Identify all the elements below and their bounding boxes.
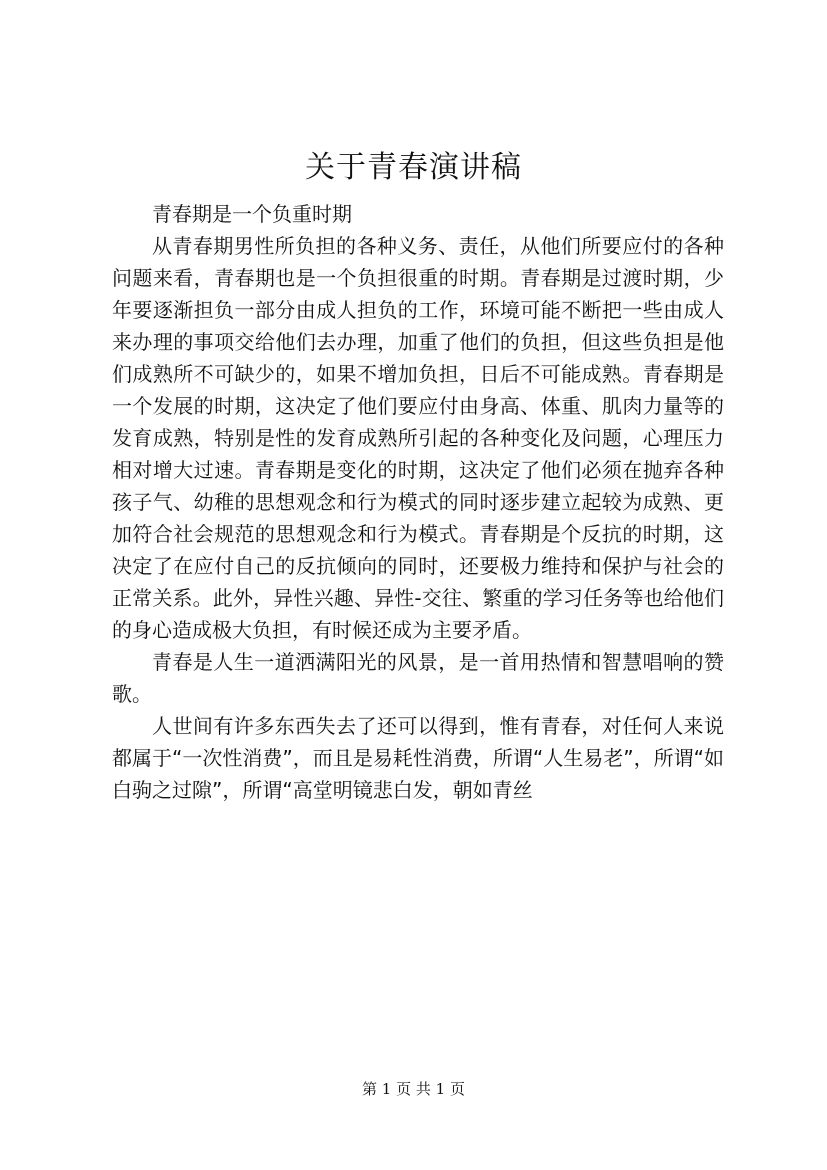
document-title: 关于青春演讲稿 <box>305 150 522 185</box>
paragraph: 青春是人生一道洒满阳光的风景，是一首用热情和智慧唱响的赞歌。 <box>112 650 724 706</box>
paragraph: 人世间有许多东西失去了还可以得到，惟有青春，对任何人来说都属于“一次性消费”，而且是易耗性消费，所谓“人生易老”，所谓“如白驹之过隙”，所谓“高堂明镜悲白发，朝如青丝 <box>112 714 724 802</box>
paragraph: 从青春期男性所负担的各种义务、责任，从他们所要应付的各种问题来看，青春期也是一个负担很重的时期。青春期是过渡时期，少年要逐渐担负一部分由成人担负的工作，环境可能不断把一些由成人来办理的事项交给他们去办理，加重了他们的负担，但这些负担是他们成熟所不可缺少的，如果不增加负担，日后不可能成熟。青春期是一个发展的时期，这决定了他们要应付由身高、体重、肌肉力量等的发育成熟，特别是性的发育成熟所引起的各种变化及问题，心理压力相对增大过速。青春期是变化的时期，这决定了他们必须在抛弃各种孩子气、幼稚的思想观念和行为模式的同时逐步建立起较为成熟、更加符合社会规范的思想观念和行为模式。青春期是个反抗的时期，这决定了在应付自己的反抗倾向的同时，还要极力维持和保护与社会的正常关系。此外，异性兴趣、异性-交往、繁重的学习任务等也给他们的身心造成极大负担，有时候还成为主要矛盾。 <box>112 234 724 642</box>
paragraph-subheading: 青春期是一个负重时期 <box>152 202 352 226</box>
page-footer: 第 1 页 共 1 页 <box>362 1080 465 1098</box>
document-body <box>112 198 724 806</box>
